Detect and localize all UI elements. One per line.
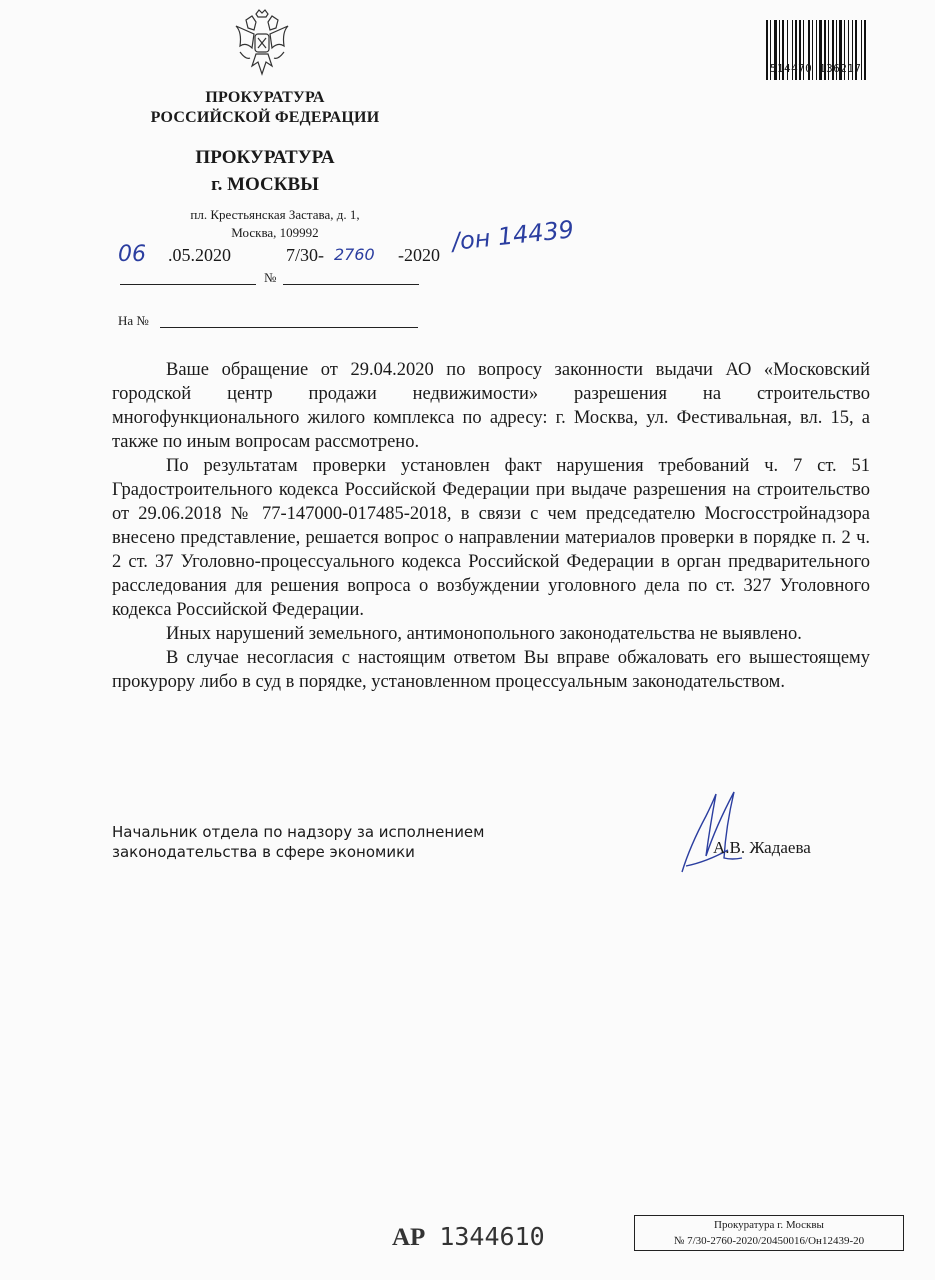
barcode-bar [766, 20, 768, 80]
handwritten-number: 2760 [334, 245, 375, 264]
office-address [140, 206, 410, 242]
office-line-2: г. МОСКВЫ [211, 174, 319, 195]
address-line-1: пл. Крестьянская Застава, д. 1, [190, 207, 360, 222]
paragraph: В случае несогласия с настоящим ответом Вы вправе обжаловать его вышестоящему прокурору либо в суд в порядке, установленном процессуальным законодательством. [112, 648, 870, 692]
position-line-1: Начальник отдела по надзору за исполнением [112, 823, 485, 841]
form-serial-label: АР [392, 1224, 426, 1251]
barcode-number: 514470 136217 [770, 62, 862, 75]
handwritten-day: 06 [118, 242, 146, 267]
registration-stamp [634, 1215, 904, 1251]
position-line-2: законодательства в сфере экономики [112, 843, 415, 861]
signatory-position [112, 822, 552, 862]
form-serial-number: 1344610 [439, 1222, 545, 1251]
letter-body [112, 358, 870, 694]
reference-underline [160, 327, 418, 328]
number-label: № [264, 270, 277, 285]
org-line-1: ПРОКУРАТУРА [205, 89, 325, 106]
paragraph: По результатам проверки установлен факт нарушения требований ч. 7 ст. 51 Градостроительного кодекса Российской Федерации при выдаче разрешения на строительство от 29.06.2018 № 77-147000-017485-2018, в связи с чем председателю Мосгосстройнадзора внесено представление, решается вопрос о направлении материалов проверки в порядке п. 2 ч. 2 ст. 37 Уголовно-процессуального кодекса Российской Федерации в орган предварительного расследования для решения вопроса о возбуждении уголовного дела по ст. 327 Уголовного кодекса Российской Федерации. [112, 456, 870, 620]
date-printed: .05.2020 [168, 245, 231, 265]
paragraph: Ваше обращение от 29.04.2020 по вопросу законности выдачи АО «Московский городской центр продажи недвижимости» разрешения на строительство многофункционального жилого комплекса по адресу: г. Москва, ул. Фестивальная, вл. 15, а также по иным вопросам рассмотрено. [112, 360, 870, 452]
address-line-2: Москва, 109992 [231, 225, 319, 240]
date-underline [120, 284, 256, 285]
number-underline [283, 284, 419, 285]
moscow-office-heading [110, 144, 420, 198]
handwritten-incoming-number: /он 14439 [450, 215, 576, 256]
number-prefix: 7/30- [286, 245, 324, 265]
coat-of-arms-emblem [232, 8, 292, 80]
number-suffix: -2020 [398, 245, 440, 265]
stamp-line-2: № 7/30-2760-2020/20450016/Он12439-20 [673, 1235, 865, 1247]
form-serial [392, 1222, 545, 1252]
org-line-2: РОССИЙСКОЙ ФЕДЕРАЦИИ [150, 109, 380, 126]
paragraph: Иных нарушений земельного, антимонопольного законодательства не выявлено. [166, 624, 802, 644]
prosecutor-general-heading [110, 88, 420, 128]
reference-label: На № [118, 313, 149, 328]
office-line-1: ПРОКУРАТУРА [195, 147, 335, 168]
signatory-name: А.В. Жадаева [713, 838, 811, 857]
stamp-line-1: Прокуратура г. Москвы [714, 1219, 824, 1231]
handwritten-signature [676, 786, 756, 878]
